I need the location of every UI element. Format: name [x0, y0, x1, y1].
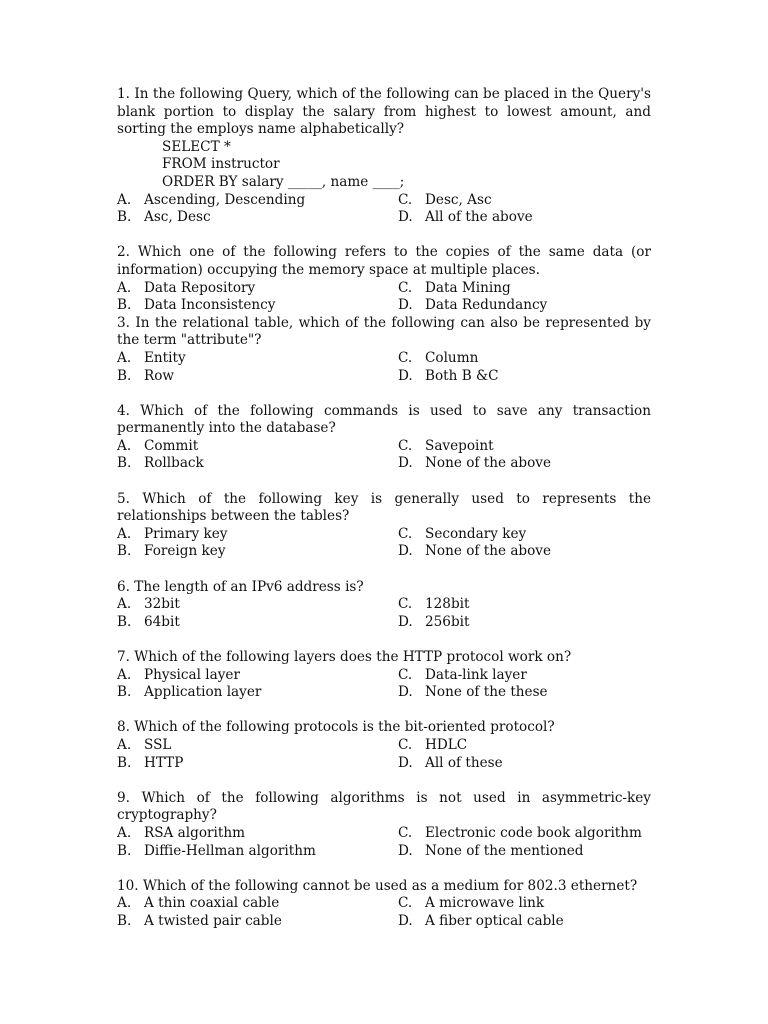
option-text: Electronic code book algorithm — [425, 824, 642, 841]
option-d — [398, 297, 651, 315]
option-a — [117, 895, 398, 913]
question-7 — [117, 649, 651, 702]
option-letter: C. — [398, 736, 413, 753]
option-a — [117, 596, 398, 614]
options — [117, 192, 651, 227]
question-10 — [117, 878, 651, 931]
option-a — [117, 280, 398, 298]
option-text: All of these — [425, 754, 503, 771]
option-letter: B. — [117, 297, 132, 314]
option-text: Data Mining — [425, 279, 511, 296]
option-c — [398, 667, 651, 685]
option-d — [398, 614, 651, 632]
option-a — [117, 667, 398, 685]
option-text: Desc, Asc — [425, 191, 492, 208]
option-c — [398, 825, 651, 843]
option-letter: B. — [117, 613, 132, 630]
option-text: 256bit — [425, 613, 470, 630]
option-letter: A. — [117, 736, 132, 753]
option-letter: D. — [398, 842, 413, 859]
options — [117, 737, 651, 772]
option-letter: D. — [398, 684, 413, 701]
option-text: Savepoint — [425, 437, 494, 454]
sql-line: FROM instructor — [162, 156, 280, 173]
option-text: None of the above — [425, 455, 552, 472]
options — [117, 667, 651, 702]
option-text: A thin coaxial cable — [144, 895, 280, 912]
option-text: HTTP — [144, 754, 184, 771]
options — [117, 825, 651, 860]
question-text: 4. Which of the following commands is used to save any transaction permanently into the database? — [117, 402, 651, 437]
option-d — [398, 209, 651, 227]
option-letter: A. — [117, 437, 132, 454]
option-letter: B. — [117, 209, 132, 226]
option-text: Both B &C — [425, 367, 499, 384]
option-c — [398, 350, 651, 368]
option-d — [398, 913, 651, 931]
option-b — [117, 755, 398, 773]
option-text: Primary key — [144, 525, 228, 542]
options — [117, 350, 651, 385]
option-b — [117, 368, 398, 386]
option-letter: A. — [117, 349, 132, 366]
option-b — [117, 913, 398, 931]
option-text: 64bit — [144, 613, 180, 630]
option-letter: D. — [398, 543, 413, 560]
question-1 — [117, 86, 651, 227]
option-letter: D. — [398, 209, 413, 226]
option-letter: B. — [117, 367, 132, 384]
option-d — [398, 755, 651, 773]
question-text: 2. Which one of the following refers to the copies of the same data (or information) occupying the memory space at multiple places. — [117, 244, 651, 278]
option-d — [398, 684, 651, 702]
option-d — [398, 543, 651, 561]
options — [117, 438, 651, 473]
option-letter: B. — [117, 912, 132, 929]
option-text: 128bit — [425, 596, 470, 613]
option-a — [117, 737, 398, 755]
option-text: A microwave link — [425, 895, 545, 912]
option-letter: A. — [117, 596, 132, 613]
option-letter: D. — [398, 367, 413, 384]
option-letter: A. — [117, 525, 132, 542]
option-text: A fiber optical cable — [425, 912, 564, 929]
option-b — [117, 543, 398, 561]
question-text: 1. In the following Query, which of the following can be placed in the Query's blank portion to display the salary from highest to lowest amount, and sorting the employs name alphabetically? — [117, 86, 651, 138]
option-d — [398, 455, 651, 473]
question-text: 8. Which of the following protocols is the bit-oriented protocol? — [117, 719, 555, 736]
option-a — [117, 350, 398, 368]
option-letter: C. — [398, 895, 413, 912]
option-text: Data Redundancy — [425, 297, 548, 314]
question-text: 5. Which of the following key is generally used to represents the relationships between the tables? — [117, 490, 651, 525]
question-text: 9. Which of the following algorithms is not used in asymmetric-key cryptography? — [117, 789, 651, 824]
option-letter: A. — [117, 666, 132, 683]
option-text: Secondary key — [425, 525, 527, 542]
option-c — [398, 438, 651, 456]
option-c — [398, 596, 651, 614]
option-letter: B. — [117, 455, 132, 472]
option-letter: C. — [398, 279, 413, 296]
option-letter: D. — [398, 297, 413, 314]
option-d — [398, 368, 651, 386]
option-letter: B. — [117, 842, 132, 859]
option-b — [117, 209, 398, 227]
option-letter: A. — [117, 895, 132, 912]
question-text: 6. The length of an IPv6 address is? — [117, 578, 364, 595]
question-2 — [117, 244, 651, 314]
option-letter: C. — [398, 525, 413, 542]
option-b — [117, 684, 398, 702]
option-text: RSA algorithm — [144, 824, 245, 841]
option-letter: B. — [117, 684, 132, 701]
question-3 — [117, 315, 651, 385]
option-text: Physical layer — [144, 666, 240, 683]
option-text: Row — [144, 367, 175, 384]
question-text: 7. Which of the following layers does the HTTP protocol work on? — [117, 649, 572, 665]
option-text: None of the mentioned — [425, 842, 584, 859]
option-letter: C. — [398, 437, 413, 454]
option-letter: C. — [398, 596, 413, 613]
option-letter: C. — [398, 191, 413, 208]
options — [117, 526, 651, 561]
option-letter: C. — [398, 824, 413, 841]
options — [117, 596, 651, 631]
option-text: A twisted pair cable — [144, 912, 282, 929]
option-text: 32bit — [144, 596, 180, 613]
option-letter: A. — [117, 824, 132, 841]
option-text: Asc, Desc — [144, 209, 211, 226]
option-letter: C. — [398, 349, 413, 366]
option-c — [398, 526, 651, 544]
option-c — [398, 192, 651, 210]
option-a — [117, 825, 398, 843]
option-a — [117, 192, 398, 210]
option-b — [117, 843, 398, 861]
option-text: SSL — [144, 736, 172, 753]
option-text: Column — [425, 349, 479, 366]
sql-line: ORDER BY salary _____, name ____; — [162, 173, 405, 190]
sql-line: SELECT * — [162, 138, 231, 155]
sql-code-block — [117, 139, 651, 192]
option-text: Ascending, Descending — [144, 191, 306, 208]
question-8 — [117, 719, 651, 772]
option-b — [117, 614, 398, 632]
options — [117, 280, 651, 315]
option-text: Rollback — [144, 455, 204, 472]
question-6 — [117, 579, 651, 632]
option-text: None of the these — [425, 684, 548, 701]
option-b — [117, 455, 398, 473]
question-9 — [117, 790, 651, 860]
option-text: Diffie-Hellman algorithm — [144, 842, 316, 859]
option-letter: D. — [398, 754, 413, 771]
option-c — [398, 737, 651, 755]
option-letter: A. — [117, 279, 132, 296]
option-b — [117, 297, 398, 315]
question-text: 3. In the relational table, which of the following can also be represented by the term "attribute"? — [117, 314, 651, 349]
option-text: Commit — [144, 437, 199, 454]
question-text: 10. Which of the following cannot be used as a medium for 802.3 ethernet? — [117, 877, 638, 894]
option-text: Data Inconsistency — [144, 297, 276, 314]
option-text: Foreign key — [144, 543, 226, 560]
option-letter: D. — [398, 613, 413, 630]
question-5 — [117, 491, 651, 561]
option-letter: A. — [117, 191, 132, 208]
options — [117, 895, 651, 930]
option-letter: B. — [117, 543, 132, 560]
option-letter: C. — [398, 666, 413, 683]
option-text: Data Repository — [144, 279, 256, 296]
option-letter: B. — [117, 754, 132, 771]
option-c — [398, 280, 651, 298]
option-a — [117, 438, 398, 456]
option-d — [398, 843, 651, 861]
option-c — [398, 895, 651, 913]
option-text: Entity — [144, 349, 186, 366]
option-text: Application layer — [144, 684, 262, 701]
option-letter: D. — [398, 455, 413, 472]
option-text: All of the above — [425, 209, 533, 226]
option-text: Data-link layer — [425, 666, 527, 683]
question-4 — [117, 403, 651, 473]
option-a — [117, 526, 398, 544]
option-letter: D. — [398, 912, 413, 929]
option-text: None of the above — [425, 543, 552, 560]
option-text: HDLC — [425, 736, 468, 753]
